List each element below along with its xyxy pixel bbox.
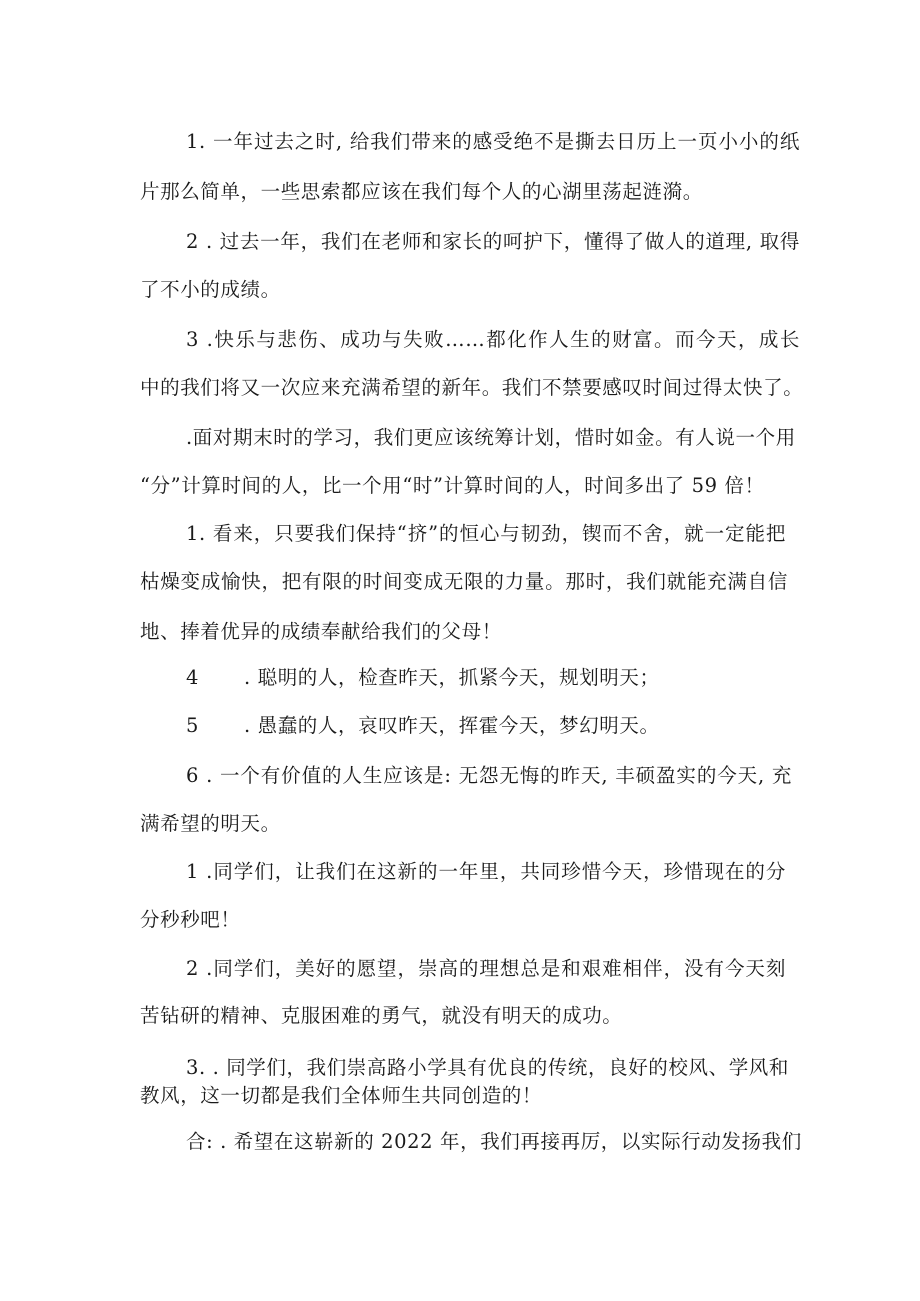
paragraph-8-line-2: 满希望的明天。	[140, 812, 281, 835]
paragraph-5-line-2: 枯燥变成愉快，把有限的时间变成无限的力量。那时，我们就能充满自信	[140, 570, 788, 593]
paragraph-7	[186, 712, 846, 740]
paragraph-11-line-1: 3. . 同学们，我们崇高路小学具有优良的传统，良好的校风、学风和	[186, 1056, 790, 1079]
paragraph-7-number: 5	[186, 714, 200, 737]
paragraph-7-text: . 愚蠢的人，哀叹昨天，挥霍今天，梦幻明天。	[244, 714, 660, 737]
paragraph-3-line-1: 3 .快乐与悲伤、成功与失败……都化作人生的财富。而今天，成长	[186, 328, 800, 351]
paragraph-6-text: . 聪明的人，检查昨天，抓紧今天，规划明天；	[244, 666, 660, 689]
paragraph-4-line-2: “分”计算时间的人，比一个用“时”计算时间的人，时间多出了 59 倍！	[140, 474, 765, 497]
paragraph-1-line-2: 片那么简单，一些思索都应该在我们每个人的心湖里荡起涟漪。	[140, 180, 703, 203]
paragraph-10-line-2: 苦钻研的精神、克服困难的勇气，就没有明天的成功。	[140, 1004, 623, 1027]
paragraph-4-line-1: .面对期末时的学习，我们更应该统筹计划，惜时如金。有人说一个用	[186, 426, 796, 449]
paragraph-5-line-1: 1. 看来，只要我们保持“挤”的恒心与韧劲，锲而不舍，就一定能把	[186, 522, 786, 545]
paragraph-6	[186, 664, 846, 692]
paragraph-10-line-1: 2 .同学们，美好的愿望，崇高的理想总是和艰难相伴，没有今天刻	[186, 957, 786, 980]
paragraph-3-line-2: 中的我们将又一次应来充满希望的新年。我们不禁要感叹时间过得太快了。	[140, 376, 804, 399]
paragraph-2-line-2: 了不小的成绩。	[140, 278, 281, 301]
paragraph-12-line-1: 合: . 希望在这崭新的 2022 年，我们再接再厉，以实际行动发扬我们	[186, 1130, 802, 1153]
paragraph-6-number: 4	[186, 666, 200, 689]
paragraph-8-line-1: 6 . 一个有价值的人生应该是: 无怨无悔的昨天, 丰硕盈实的今天, 充	[186, 764, 792, 787]
paragraph-11-line-2: 教风，这一切都是我们全体师生共同创造的！	[140, 1084, 543, 1107]
paragraph-1-line-1: 1. 一年过去之时, 给我们带来的感受绝不是撕去日历上一页小小的纸	[186, 130, 800, 153]
paragraph-2-line-1: 2 . 过去一年，我们在老师和家长的呵护下，懂得了做人的道理, 取得	[186, 230, 800, 253]
paragraph-9-line-1: 1 .同学们，让我们在这新的一年里，共同珍惜今天，珍惜现在的分	[186, 860, 786, 883]
paragraph-9-line-2: 分秒秒吧！	[140, 908, 241, 931]
paragraph-5-line-3: 地、捧着优异的成绩奉献给我们的父母！	[140, 620, 502, 643]
